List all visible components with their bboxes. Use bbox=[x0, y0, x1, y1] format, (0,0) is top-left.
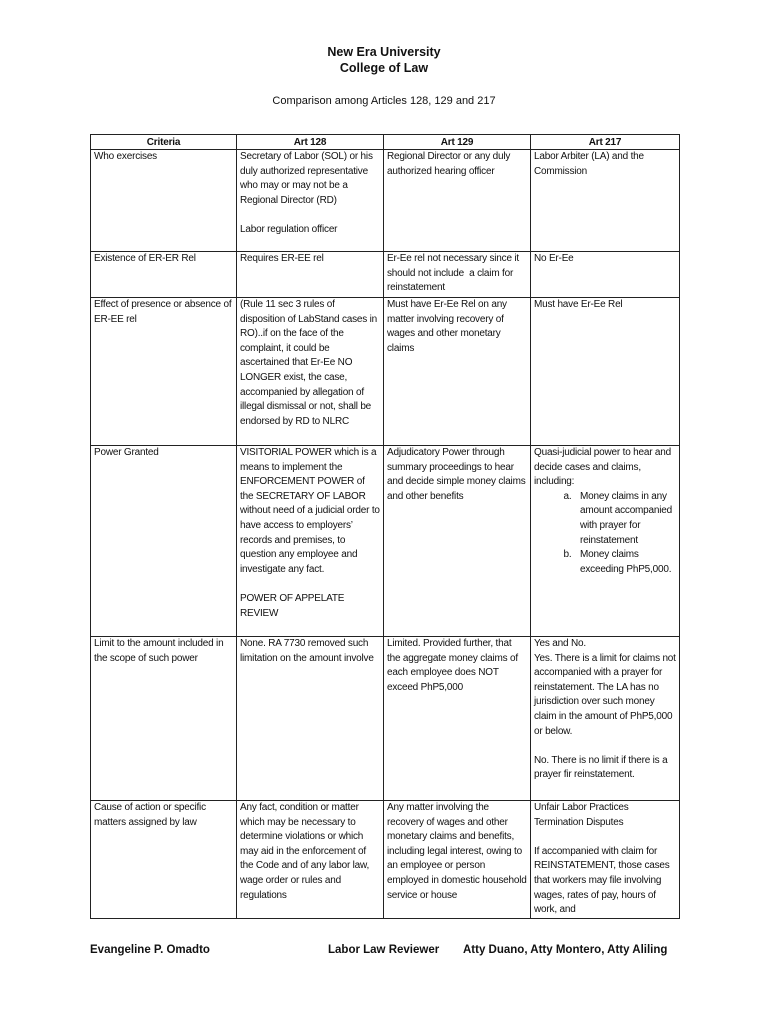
comparison-table bbox=[90, 134, 680, 919]
art217-cell: Must have Er-Ee Rel bbox=[531, 298, 680, 446]
footer-course: Labor Law Reviewer bbox=[328, 944, 440, 956]
table-row bbox=[91, 801, 680, 919]
list-item: a. Money claims in any amount accompanied with prayer for reinstatement bbox=[574, 490, 676, 548]
column-header-criteria: Criteria bbox=[91, 135, 237, 150]
art129-cell: Regional Director or any duly authorized hearing officer bbox=[384, 150, 531, 252]
criteria-cell: Who exercises bbox=[91, 150, 237, 252]
university-name: New Era University bbox=[327, 45, 441, 59]
table-row bbox=[91, 637, 680, 801]
criteria-cell: Limit to the amount included in the scope of such power bbox=[91, 637, 237, 801]
criteria-cell: Effect of presence or absence of ER-EE rel bbox=[91, 298, 237, 446]
college-name: College of Law bbox=[339, 61, 429, 75]
art129-cell: Must have Er-Ee Rel on any matter involving recovery of wages and other monetary claims bbox=[384, 298, 531, 446]
column-header-art217: Art 217 bbox=[531, 135, 680, 150]
footer-author: Evangeline P. Omadto bbox=[90, 944, 210, 956]
table-row bbox=[91, 298, 680, 446]
art217-cell: Quasi-judicial power to hear and decide cases and claims, including: a. Money claims in any amount accompanied with prayer for reinstatement b. Money claims exceeding PhP5,000. bbox=[531, 446, 680, 637]
criteria-cell: Existence of ER-ER Rel bbox=[91, 252, 237, 298]
table-row bbox=[91, 150, 680, 252]
art128-cell: Secretary of Labor (SOL) or his duly authorized representative who may or may not be a Regional Director (RD) Labor regulation officer bbox=[237, 150, 384, 252]
art128-cell: (Rule 11 sec 3 rules of disposition of LabStand cases in RO)..if on the face of the complaint, it could be ascertained that Er-Ee NO LONGER exist, the case, accompanied by allegation of illegal dismissal or not, shall be endorsed by RD to NLRC bbox=[237, 298, 384, 446]
table-row bbox=[91, 252, 680, 298]
table-row bbox=[91, 446, 680, 637]
art129-cell: Any matter involving the recovery of wages and other monetary claims and benefits, including legal interest, owing to an employee or person employed in domestic household service or house bbox=[384, 801, 531, 919]
jurisdiction-list bbox=[534, 490, 676, 578]
art129-cell: Limited. Provided further, that the aggregate money claims of each employee does NOT exceed PhP5,000 bbox=[384, 637, 531, 801]
list-item: b. Money claims exceeding PhP5,000. bbox=[574, 548, 676, 577]
art129-cell: Er-Ee rel not necessary since it should not include a claim for reinstatement bbox=[384, 252, 531, 298]
art128-cell: None. RA 7730 removed such limitation on the amount involve bbox=[237, 637, 384, 801]
art128-cell: VISITORIAL POWER which is a means to implement the ENFORCEMENT POWER of the SECRETARY OF LABOR without need of a judicial order to have access to employers’ records and premises, to question any employee and investigate any fact. POWER OF APPELATE REVIEW bbox=[237, 446, 384, 637]
art217-cell: Yes and No. Yes. There is a limit for claims not accompanied with a prayer for reinstatement. The LA has no jurisdiction over such money claim in the amount of PhP5,000 or below. No. There is no limit if there is a prayer fir reinstatement. bbox=[531, 637, 680, 801]
criteria-cell: Cause of action or specific matters assigned by law bbox=[91, 801, 237, 919]
column-header-art128: Art 128 bbox=[237, 135, 384, 150]
column-header-art129: Art 129 bbox=[384, 135, 531, 150]
table-header-row bbox=[91, 135, 680, 150]
footer-instructors: Atty Duano, Atty Montero, Atty Aliling bbox=[463, 944, 668, 956]
art217-cell: No Er-Ee bbox=[531, 252, 680, 298]
document-header bbox=[0, 44, 768, 76]
criteria-cell: Power Granted bbox=[91, 446, 237, 637]
art128-cell: Any fact, condition or matter which may be necessary to determine violations or which may aid in the enforcement of the Code and of any labor law, wage order or rules and regulations bbox=[237, 801, 384, 919]
art217-cell: Labor Arbiter (LA) and the Commission bbox=[531, 150, 680, 252]
art128-cell: Requires ER-EE rel bbox=[237, 252, 384, 298]
art217-cell: Unfair Labor Practices Termination Disputes If accompanied with claim for REINSTATEMENT, those cases that workers may file involving wages, rates of pay, hours of work, and bbox=[531, 801, 680, 919]
document-subtitle: Comparison among Articles 128, 129 and 217 bbox=[272, 95, 496, 107]
art129-cell: Adjudicatory Power through summary proceedings to hear and decide simple money claims and other benefits bbox=[384, 446, 531, 637]
